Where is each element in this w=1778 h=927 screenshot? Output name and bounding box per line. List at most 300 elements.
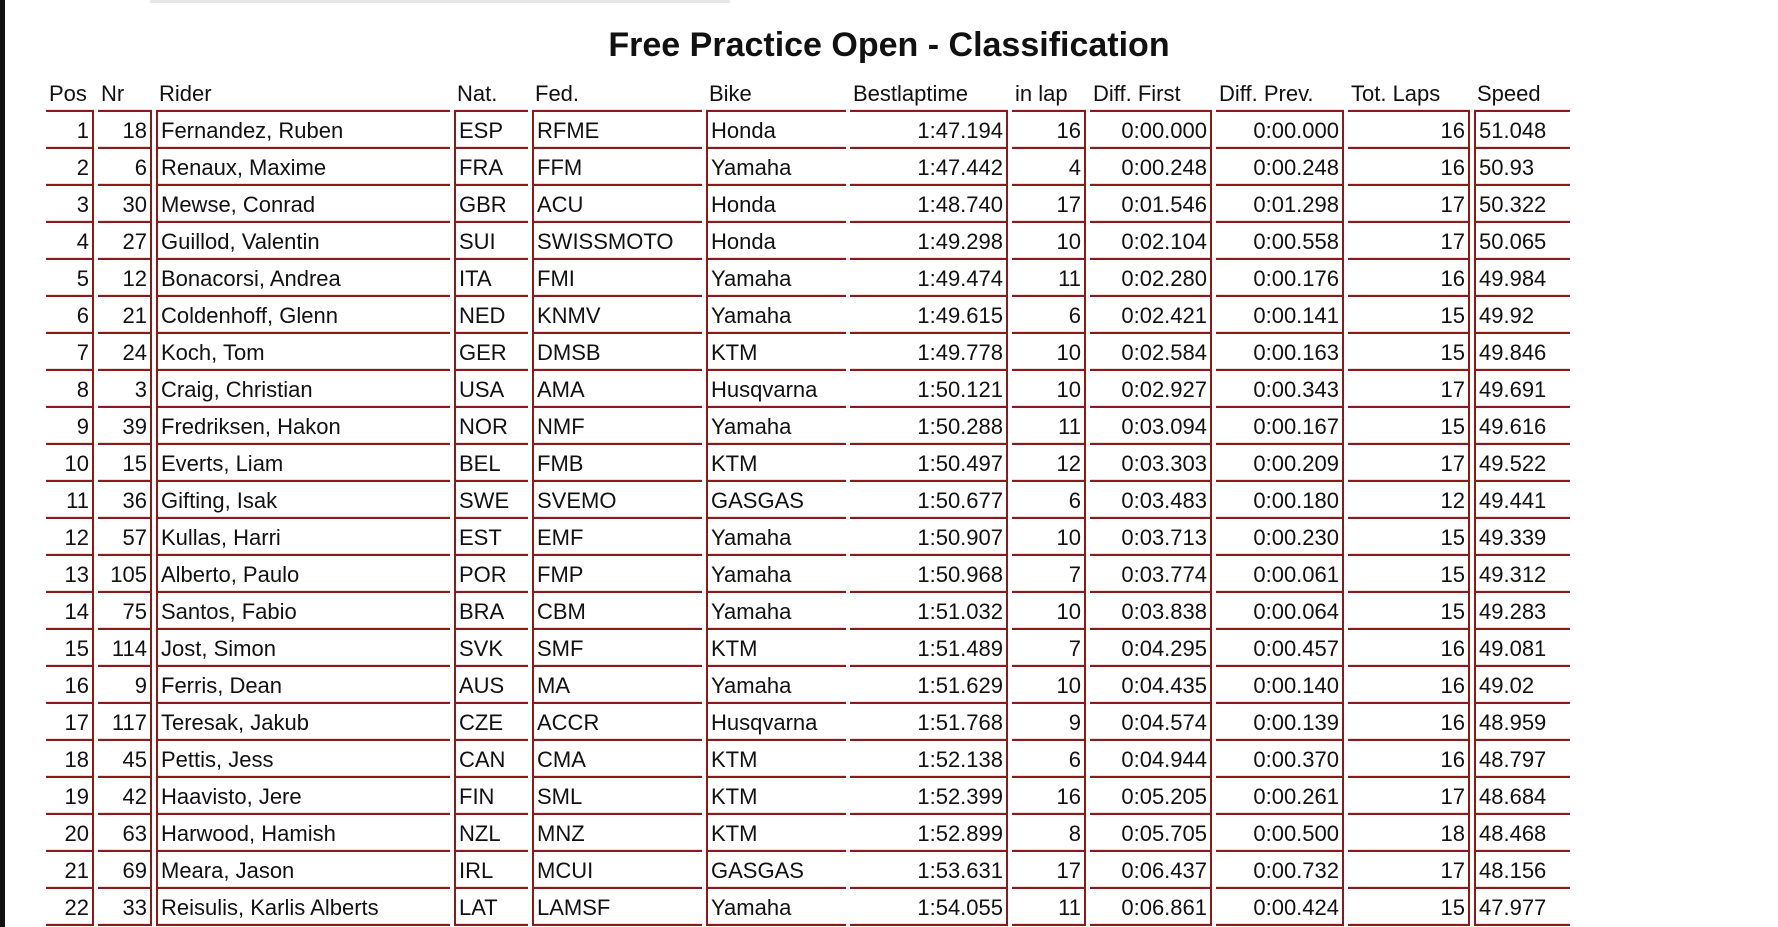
cell-pos: 9 <box>46 408 94 445</box>
cell-bike: Yamaha <box>706 889 846 926</box>
header-diff-first: Diff. First <box>1090 78 1212 112</box>
cell-diff-prev: 0:00.180 <box>1216 482 1344 519</box>
cell-nat: NOR <box>454 408 528 445</box>
table-row <box>46 593 1570 630</box>
cell-pos: 13 <box>46 556 94 593</box>
cell-rider: Haavisto, Jere <box>156 778 450 815</box>
cell-rider: Santos, Fabio <box>156 593 450 630</box>
cell-nat: SUI <box>454 223 528 260</box>
cell-diff-first: 0:05.705 <box>1090 815 1212 852</box>
cell-diff-first: 0:04.295 <box>1090 630 1212 667</box>
cell-bestlaptime: 1:50.968 <box>850 556 1008 593</box>
cell-diff-first: 0:03.713 <box>1090 519 1212 556</box>
table-body <box>46 112 1570 926</box>
cell-bestlaptime: 1:51.032 <box>850 593 1008 630</box>
cell-pos: 10 <box>46 445 94 482</box>
cell-fed: DMSB <box>532 334 702 371</box>
cell-in-lap: 17 <box>1012 852 1086 889</box>
cell-bike: Honda <box>706 223 846 260</box>
cell-in-lap: 16 <box>1012 778 1086 815</box>
table-row <box>46 889 1570 926</box>
cell-nr: 6 <box>98 149 152 186</box>
cell-rider: Fernandez, Ruben <box>156 112 450 149</box>
cell-diff-first: 0:03.094 <box>1090 408 1212 445</box>
cell-rider: Pettis, Jess <box>156 741 450 778</box>
cell-in-lap: 9 <box>1012 704 1086 741</box>
cell-pos: 12 <box>46 519 94 556</box>
cell-diff-prev: 0:01.298 <box>1216 186 1344 223</box>
left-edge-bar <box>0 0 5 927</box>
cell-speed: 49.339 <box>1474 519 1570 556</box>
cell-rider: Alberto, Paulo <box>156 556 450 593</box>
cell-pos: 2 <box>46 149 94 186</box>
header-bike: Bike <box>706 78 846 112</box>
cell-speed: 47.977 <box>1474 889 1570 926</box>
cell-nat: CZE <box>454 704 528 741</box>
cell-diff-first: 0:03.774 <box>1090 556 1212 593</box>
cell-rider: Ferris, Dean <box>156 667 450 704</box>
cell-rider: Renaux, Maxime <box>156 149 450 186</box>
cell-in-lap: 10 <box>1012 593 1086 630</box>
cell-in-lap: 10 <box>1012 371 1086 408</box>
cell-in-lap: 8 <box>1012 815 1086 852</box>
cell-rider: Kullas, Harri <box>156 519 450 556</box>
cell-rider: Mewse, Conrad <box>156 186 450 223</box>
cell-rider: Craig, Christian <box>156 371 450 408</box>
cell-diff-prev: 0:00.140 <box>1216 667 1344 704</box>
cell-pos: 5 <box>46 260 94 297</box>
cell-pos: 18 <box>46 741 94 778</box>
cell-fed: MNZ <box>532 815 702 852</box>
cell-speed: 50.065 <box>1474 223 1570 260</box>
cell-diff-first: 0:04.435 <box>1090 667 1212 704</box>
cell-speed: 48.156 <box>1474 852 1570 889</box>
cell-diff-first: 0:03.483 <box>1090 482 1212 519</box>
cell-pos: 15 <box>46 630 94 667</box>
cell-bestlaptime: 1:53.631 <box>850 852 1008 889</box>
cell-pos: 1 <box>46 112 94 149</box>
cell-nat: LAT <box>454 889 528 926</box>
cell-nr: 27 <box>98 223 152 260</box>
cell-bike: Yamaha <box>706 556 846 593</box>
cell-pos: 4 <box>46 223 94 260</box>
cell-diff-first: 0:01.546 <box>1090 186 1212 223</box>
cell-tot-laps: 16 <box>1348 704 1470 741</box>
cell-nat: BEL <box>454 445 528 482</box>
cell-nat: GBR <box>454 186 528 223</box>
cell-nr: 18 <box>98 112 152 149</box>
cell-speed: 49.92 <box>1474 297 1570 334</box>
cell-fed: MCUI <box>532 852 702 889</box>
cell-diff-prev: 0:00.230 <box>1216 519 1344 556</box>
cell-bike: Yamaha <box>706 593 846 630</box>
cell-pos: 3 <box>46 186 94 223</box>
cell-nat: NZL <box>454 815 528 852</box>
cell-in-lap: 4 <box>1012 149 1086 186</box>
cell-bestlaptime: 1:52.138 <box>850 741 1008 778</box>
cell-diff-prev: 0:00.500 <box>1216 815 1344 852</box>
cell-nat: FIN <box>454 778 528 815</box>
cell-bestlaptime: 1:47.194 <box>850 112 1008 149</box>
cell-speed: 49.312 <box>1474 556 1570 593</box>
cell-bestlaptime: 1:49.298 <box>850 223 1008 260</box>
cell-pos: 17 <box>46 704 94 741</box>
table-row <box>46 260 1570 297</box>
cell-nr: 114 <box>98 630 152 667</box>
cell-nat: POR <box>454 556 528 593</box>
cell-nr: 24 <box>98 334 152 371</box>
cell-speed: 49.283 <box>1474 593 1570 630</box>
top-cut-line <box>150 0 730 3</box>
cell-nat: GER <box>454 334 528 371</box>
cell-tot-laps: 15 <box>1348 334 1470 371</box>
cell-tot-laps: 17 <box>1348 371 1470 408</box>
cell-bestlaptime: 1:51.768 <box>850 704 1008 741</box>
cell-fed: FFM <box>532 149 702 186</box>
cell-diff-first: 0:04.944 <box>1090 741 1212 778</box>
cell-tot-laps: 16 <box>1348 741 1470 778</box>
cell-bike: KTM <box>706 445 846 482</box>
cell-nr: 117 <box>98 704 152 741</box>
cell-bike: KTM <box>706 630 846 667</box>
cell-diff-prev: 0:00.139 <box>1216 704 1344 741</box>
cell-diff-prev: 0:00.248 <box>1216 149 1344 186</box>
table-row <box>46 630 1570 667</box>
table-row <box>46 704 1570 741</box>
cell-fed: FMI <box>532 260 702 297</box>
cell-fed: FMB <box>532 445 702 482</box>
cell-diff-prev: 0:00.370 <box>1216 741 1344 778</box>
cell-nat: ESP <box>454 112 528 149</box>
cell-rider: Everts, Liam <box>156 445 450 482</box>
cell-fed: KNMV <box>532 297 702 334</box>
cell-bestlaptime: 1:50.497 <box>850 445 1008 482</box>
cell-fed: SVEMO <box>532 482 702 519</box>
header-nr: Nr <box>98 78 152 112</box>
cell-fed: NMF <box>532 408 702 445</box>
cell-diff-first: 0:02.104 <box>1090 223 1212 260</box>
cell-bestlaptime: 1:52.899 <box>850 815 1008 852</box>
cell-diff-prev: 0:00.261 <box>1216 778 1344 815</box>
cell-pos: 14 <box>46 593 94 630</box>
cell-nr: 3 <box>98 371 152 408</box>
cell-in-lap: 16 <box>1012 112 1086 149</box>
cell-diff-prev: 0:00.424 <box>1216 889 1344 926</box>
cell-diff-prev: 0:00.176 <box>1216 260 1344 297</box>
table-header-row <box>46 78 1570 112</box>
cell-rider: Koch, Tom <box>156 334 450 371</box>
cell-diff-prev: 0:00.141 <box>1216 297 1344 334</box>
cell-in-lap: 10 <box>1012 667 1086 704</box>
cell-bike: Honda <box>706 112 846 149</box>
cell-diff-prev: 0:00.000 <box>1216 112 1344 149</box>
cell-tot-laps: 15 <box>1348 889 1470 926</box>
cell-bestlaptime: 1:51.629 <box>850 667 1008 704</box>
cell-diff-prev: 0:00.167 <box>1216 408 1344 445</box>
cell-in-lap: 7 <box>1012 556 1086 593</box>
cell-pos: 8 <box>46 371 94 408</box>
cell-bestlaptime: 1:50.288 <box>850 408 1008 445</box>
table-row <box>46 445 1570 482</box>
cell-bike: GASGAS <box>706 482 846 519</box>
cell-nat: AUS <box>454 667 528 704</box>
cell-tot-laps: 17 <box>1348 223 1470 260</box>
cell-nr: 21 <box>98 297 152 334</box>
cell-pos: 11 <box>46 482 94 519</box>
cell-speed: 48.684 <box>1474 778 1570 815</box>
page-title: Free Practice Open - Classification <box>608 26 1170 64</box>
cell-rider: Bonacorsi, Andrea <box>156 260 450 297</box>
cell-in-lap: 7 <box>1012 630 1086 667</box>
cell-speed: 49.616 <box>1474 408 1570 445</box>
classification-table <box>42 78 1574 926</box>
cell-diff-first: 0:00.000 <box>1090 112 1212 149</box>
cell-bike: Yamaha <box>706 297 846 334</box>
cell-pos: 7 <box>46 334 94 371</box>
cell-bestlaptime: 1:47.442 <box>850 149 1008 186</box>
cell-tot-laps: 16 <box>1348 630 1470 667</box>
cell-tot-laps: 15 <box>1348 519 1470 556</box>
header-tot-laps: Tot. Laps <box>1348 78 1470 112</box>
cell-tot-laps: 16 <box>1348 260 1470 297</box>
cell-nat: CAN <box>454 741 528 778</box>
cell-tot-laps: 15 <box>1348 556 1470 593</box>
cell-diff-first: 0:00.248 <box>1090 149 1212 186</box>
cell-bestlaptime: 1:50.677 <box>850 482 1008 519</box>
cell-bike: KTM <box>706 334 846 371</box>
cell-rider: Meara, Jason <box>156 852 450 889</box>
cell-pos: 16 <box>46 667 94 704</box>
cell-pos: 6 <box>46 297 94 334</box>
cell-nat: EST <box>454 519 528 556</box>
cell-in-lap: 11 <box>1012 260 1086 297</box>
cell-diff-prev: 0:00.732 <box>1216 852 1344 889</box>
cell-tot-laps: 15 <box>1348 408 1470 445</box>
cell-bestlaptime: 1:52.399 <box>850 778 1008 815</box>
table-row <box>46 556 1570 593</box>
cell-diff-prev: 0:00.061 <box>1216 556 1344 593</box>
cell-diff-first: 0:02.584 <box>1090 334 1212 371</box>
header-nat: Nat. <box>454 78 528 112</box>
cell-bestlaptime: 1:49.615 <box>850 297 1008 334</box>
cell-fed: ACU <box>532 186 702 223</box>
cell-nr: 30 <box>98 186 152 223</box>
table-row <box>46 519 1570 556</box>
cell-nat: SVK <box>454 630 528 667</box>
cell-bike: Yamaha <box>706 667 846 704</box>
cell-bike: Honda <box>706 186 846 223</box>
cell-diff-prev: 0:00.163 <box>1216 334 1344 371</box>
cell-nat: IRL <box>454 852 528 889</box>
cell-in-lap: 10 <box>1012 334 1086 371</box>
cell-fed: SWISSMOTO <box>532 223 702 260</box>
cell-fed: CBM <box>532 593 702 630</box>
cell-bestlaptime: 1:50.121 <box>850 371 1008 408</box>
cell-bike: Husqvarna <box>706 704 846 741</box>
cell-speed: 48.468 <box>1474 815 1570 852</box>
cell-speed: 49.691 <box>1474 371 1570 408</box>
cell-bike: Husqvarna <box>706 371 846 408</box>
table-row <box>46 371 1570 408</box>
header-bestlaptime: Bestlaptime <box>850 78 1008 112</box>
cell-bestlaptime: 1:49.778 <box>850 334 1008 371</box>
cell-tot-laps: 15 <box>1348 593 1470 630</box>
cell-tot-laps: 17 <box>1348 445 1470 482</box>
table-row <box>46 667 1570 704</box>
table-row <box>46 149 1570 186</box>
cell-rider: Coldenhoff, Glenn <box>156 297 450 334</box>
cell-pos: 20 <box>46 815 94 852</box>
cell-diff-first: 0:05.205 <box>1090 778 1212 815</box>
cell-in-lap: 6 <box>1012 297 1086 334</box>
cell-fed: EMF <box>532 519 702 556</box>
cell-nat: NED <box>454 297 528 334</box>
cell-diff-first: 0:04.574 <box>1090 704 1212 741</box>
cell-nr: 33 <box>98 889 152 926</box>
cell-diff-prev: 0:00.064 <box>1216 593 1344 630</box>
cell-nr: 9 <box>98 667 152 704</box>
cell-pos: 19 <box>46 778 94 815</box>
table-row <box>46 223 1570 260</box>
cell-bike: KTM <box>706 778 846 815</box>
table-row <box>46 852 1570 889</box>
table-row <box>46 112 1570 149</box>
cell-fed: AMA <box>532 371 702 408</box>
cell-speed: 49.522 <box>1474 445 1570 482</box>
cell-diff-first: 0:02.421 <box>1090 297 1212 334</box>
cell-diff-prev: 0:00.343 <box>1216 371 1344 408</box>
cell-speed: 50.93 <box>1474 149 1570 186</box>
cell-nat: ITA <box>454 260 528 297</box>
cell-pos: 22 <box>46 889 94 926</box>
cell-bike: KTM <box>706 741 846 778</box>
cell-fed: ACCR <box>532 704 702 741</box>
cell-diff-prev: 0:00.209 <box>1216 445 1344 482</box>
cell-in-lap: 10 <box>1012 519 1086 556</box>
cell-bike: Yamaha <box>706 149 846 186</box>
cell-speed: 49.441 <box>1474 482 1570 519</box>
cell-fed: SML <box>532 778 702 815</box>
header-diff-prev: Diff. Prev. <box>1216 78 1344 112</box>
cell-nat: FRA <box>454 149 528 186</box>
cell-tot-laps: 12 <box>1348 482 1470 519</box>
header-pos: Pos <box>46 78 94 112</box>
cell-tot-laps: 17 <box>1348 852 1470 889</box>
cell-bestlaptime: 1:51.489 <box>850 630 1008 667</box>
cell-fed: CMA <box>532 741 702 778</box>
cell-tot-laps: 18 <box>1348 815 1470 852</box>
cell-tot-laps: 17 <box>1348 186 1470 223</box>
cell-in-lap: 12 <box>1012 445 1086 482</box>
cell-fed: LAMSF <box>532 889 702 926</box>
cell-fed: RFME <box>532 112 702 149</box>
cell-fed: SMF <box>532 630 702 667</box>
cell-in-lap: 11 <box>1012 408 1086 445</box>
cell-speed: 50.322 <box>1474 186 1570 223</box>
cell-diff-prev: 0:00.558 <box>1216 223 1344 260</box>
cell-diff-first: 0:02.927 <box>1090 371 1212 408</box>
cell-nr: 57 <box>98 519 152 556</box>
cell-nr: 15 <box>98 445 152 482</box>
cell-speed: 48.797 <box>1474 741 1570 778</box>
cell-nr: 42 <box>98 778 152 815</box>
table-row <box>46 778 1570 815</box>
cell-rider: Harwood, Hamish <box>156 815 450 852</box>
cell-nr: 39 <box>98 408 152 445</box>
cell-nat: BRA <box>454 593 528 630</box>
cell-nr: 36 <box>98 482 152 519</box>
cell-diff-first: 0:06.861 <box>1090 889 1212 926</box>
cell-nr: 12 <box>98 260 152 297</box>
cell-tot-laps: 16 <box>1348 667 1470 704</box>
table-row <box>46 186 1570 223</box>
cell-rider: Gifting, Isak <box>156 482 450 519</box>
cell-speed: 49.02 <box>1474 667 1570 704</box>
cell-tot-laps: 17 <box>1348 778 1470 815</box>
cell-rider: Guillod, Valentin <box>156 223 450 260</box>
cell-nat: USA <box>454 371 528 408</box>
cell-bestlaptime: 1:54.055 <box>850 889 1008 926</box>
table-row <box>46 482 1570 519</box>
cell-bike: GASGAS <box>706 852 846 889</box>
header-in-lap: in lap <box>1012 78 1086 112</box>
cell-rider: Teresak, Jakub <box>156 704 450 741</box>
cell-in-lap: 11 <box>1012 889 1086 926</box>
cell-rider: Jost, Simon <box>156 630 450 667</box>
cell-in-lap: 6 <box>1012 741 1086 778</box>
cell-diff-first: 0:03.303 <box>1090 445 1212 482</box>
table-row <box>46 408 1570 445</box>
table-row <box>46 297 1570 334</box>
cell-in-lap: 17 <box>1012 186 1086 223</box>
cell-in-lap: 6 <box>1012 482 1086 519</box>
cell-speed: 49.846 <box>1474 334 1570 371</box>
cell-rider: Reisulis, Karlis Alberts <box>156 889 450 926</box>
cell-tot-laps: 16 <box>1348 149 1470 186</box>
cell-diff-first: 0:02.280 <box>1090 260 1212 297</box>
cell-nat: SWE <box>454 482 528 519</box>
table-row <box>46 334 1570 371</box>
cell-speed: 49.984 <box>1474 260 1570 297</box>
cell-bestlaptime: 1:50.907 <box>850 519 1008 556</box>
cell-speed: 51.048 <box>1474 112 1570 149</box>
cell-bestlaptime: 1:48.740 <box>850 186 1008 223</box>
cell-nr: 75 <box>98 593 152 630</box>
cell-bike: Yamaha <box>706 260 846 297</box>
cell-fed: MA <box>532 667 702 704</box>
cell-nr: 69 <box>98 852 152 889</box>
cell-fed: FMP <box>532 556 702 593</box>
cell-tot-laps: 16 <box>1348 112 1470 149</box>
cell-speed: 48.959 <box>1474 704 1570 741</box>
cell-speed: 49.081 <box>1474 630 1570 667</box>
cell-diff-first: 0:06.437 <box>1090 852 1212 889</box>
cell-diff-prev: 0:00.457 <box>1216 630 1344 667</box>
header-speed: Speed <box>1474 78 1570 112</box>
cell-diff-first: 0:03.838 <box>1090 593 1212 630</box>
cell-bestlaptime: 1:49.474 <box>850 260 1008 297</box>
cell-bike: Yamaha <box>706 519 846 556</box>
cell-tot-laps: 15 <box>1348 297 1470 334</box>
cell-bike: Yamaha <box>706 408 846 445</box>
table-row <box>46 741 1570 778</box>
table-row <box>46 815 1570 852</box>
cell-bike: KTM <box>706 815 846 852</box>
header-fed: Fed. <box>532 78 702 112</box>
cell-rider: Fredriksen, Hakon <box>156 408 450 445</box>
cell-in-lap: 10 <box>1012 223 1086 260</box>
cell-nr: 105 <box>98 556 152 593</box>
